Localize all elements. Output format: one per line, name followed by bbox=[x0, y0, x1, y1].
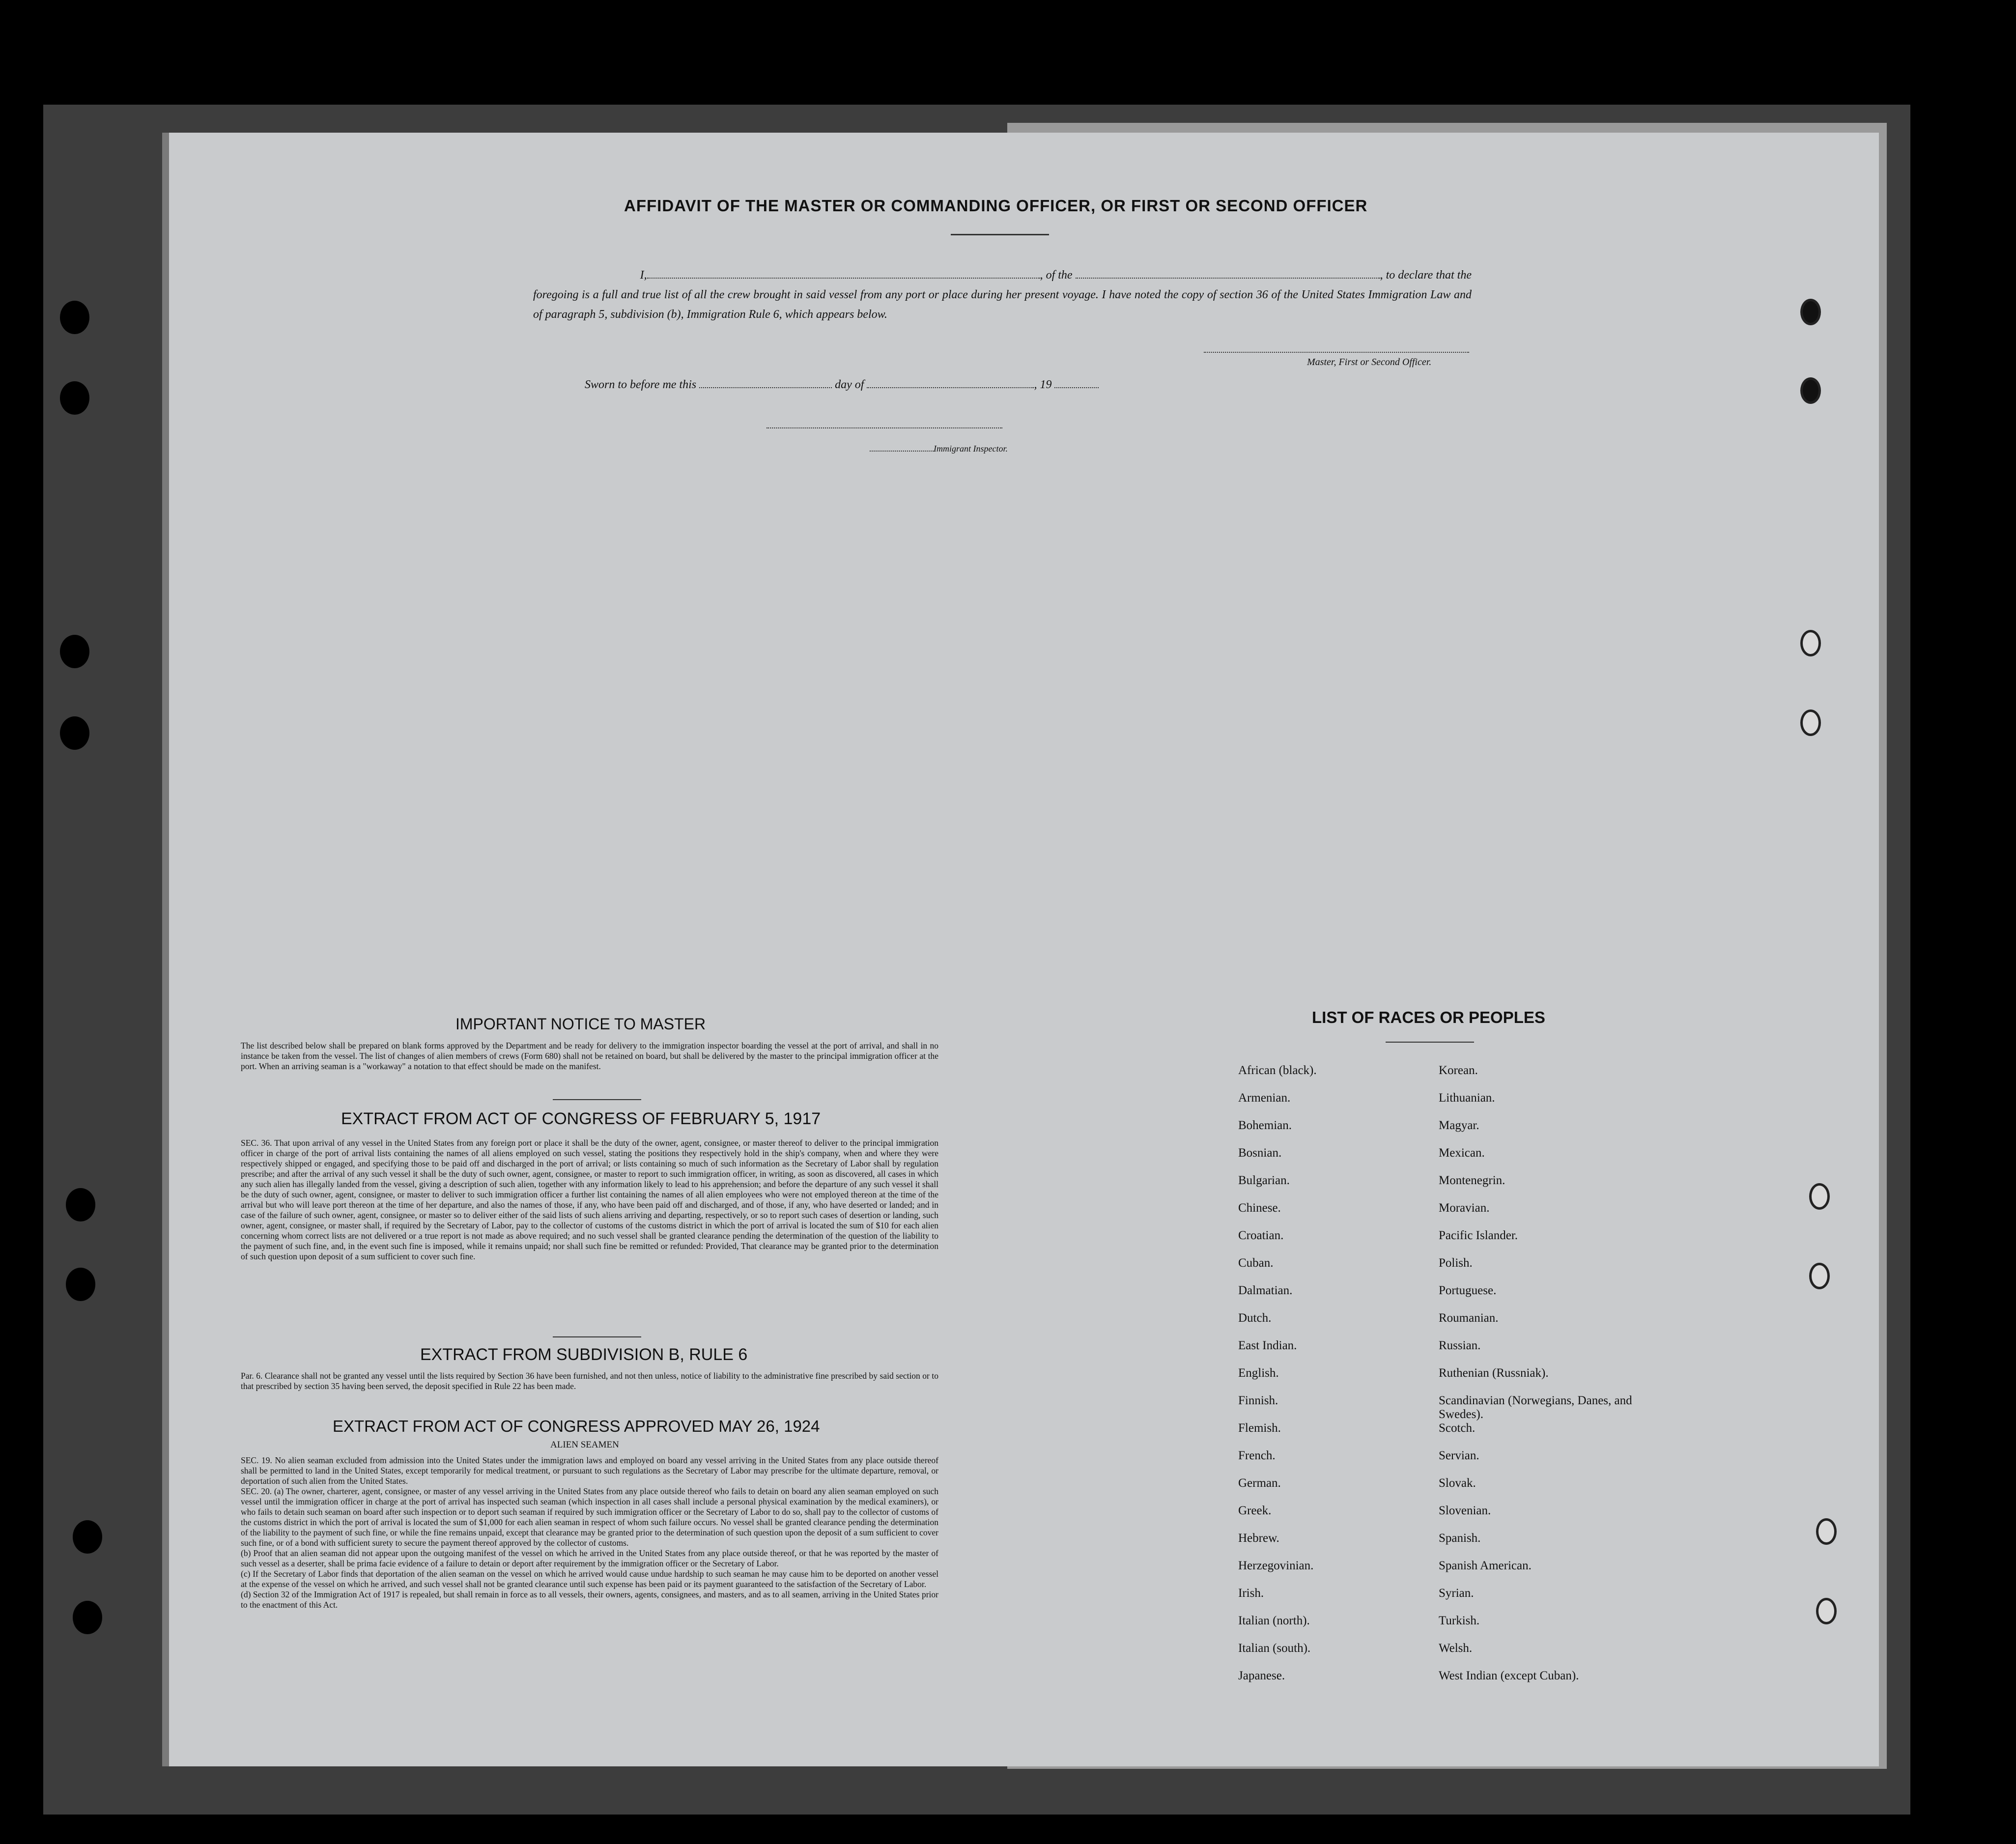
race-item: Flemish. bbox=[1238, 1421, 1281, 1435]
divider bbox=[553, 1336, 641, 1337]
divider bbox=[1386, 1042, 1474, 1043]
sec-20b-paragraph: (b) Proof that an alien seaman did not appear upon the outgoing manifest of the vessel on which he arrived in the United States from any place outside thereof, or that he was reported by the master of such vessel as a deserter, shall be prima facie evidence of a failure to detain or deport after requirement by the immigration officer or the Secretary of Labor. bbox=[241, 1548, 938, 1568]
punch-hole bbox=[60, 635, 89, 668]
name-field[interactable] bbox=[647, 278, 1040, 279]
race-item: Slovak. bbox=[1439, 1476, 1476, 1490]
affidavit-title: AFFIDAVIT OF THE MASTER OR COMMANDING OFFICER, OR FIRST OR SECOND OFFICER bbox=[624, 197, 1368, 215]
affidavit-declare: , to declare that the bbox=[1380, 269, 1472, 282]
sworn-month-field[interactable] bbox=[867, 387, 1034, 388]
rule-6-title: EXTRACT FROM SUBDIVISION B, RULE 6 bbox=[420, 1345, 748, 1364]
race-item: Japanese. bbox=[1238, 1669, 1285, 1682]
punch-hole bbox=[66, 1188, 95, 1221]
race-item: Hebrew. bbox=[1238, 1532, 1279, 1545]
punch-hole bbox=[66, 1268, 95, 1301]
race-item: Croatian. bbox=[1238, 1229, 1284, 1242]
affidavit-i: I, bbox=[640, 269, 647, 282]
race-item: German. bbox=[1238, 1476, 1281, 1490]
punch-hole bbox=[60, 716, 89, 750]
race-item: Greek. bbox=[1238, 1504, 1272, 1517]
race-item: Syrian. bbox=[1439, 1587, 1474, 1600]
race-item: East Indian. bbox=[1238, 1339, 1297, 1352]
race-item: West Indian (except Cuban). bbox=[1439, 1669, 1579, 1682]
sec-20c-paragraph: (c) If the Secretary of Labor finds that deportation of the alien seaman on the vessel on which he arrived would cause undue hardship to such seaman he may cause him to be deported on another vessel at the expense of the vessel on which he arrived, and such vessel shall not be granted clearance until such expense has been paid or its payment guaranteed to the satisfaction of the Secretary of Labor. bbox=[241, 1569, 938, 1589]
race-item: Ruthenian (Russniak). bbox=[1439, 1366, 1549, 1380]
race-item: Bohemian. bbox=[1238, 1119, 1292, 1132]
rule-6-body: Par. 6. Clearance shall not be granted any vessel until the lists required by Section 36 have been furnished, and not then unless, notice of liability to the administrative fine prescribed by said section or to that prescribed by section 35 having been served, the deposit specified in Rule 22 has been made. bbox=[241, 1371, 938, 1391]
race-item: Bulgarian. bbox=[1238, 1174, 1290, 1187]
race-item: Finnish. bbox=[1238, 1394, 1278, 1407]
races-title: LIST OF RACES OR PEOPLES bbox=[1312, 1008, 1545, 1026]
race-item: Italian (north). bbox=[1238, 1614, 1310, 1627]
affidavit-of-the: , of the bbox=[1040, 269, 1073, 282]
notice-body: The list described below shall be prepared on blank forms approved by the Department and be ready for delivery to the immigration inspector boarding the vessel at the port of arrival, and shall in no instance be taken from the vessel. The list of changes of alien members of crews (Form 680) shall not be retained on board, but shall be delivered by the master to the principal immigration officer at the port. When an arriving seaman is a "workaway" a notation to that effect should be made on the manifest. bbox=[241, 1041, 938, 1071]
divider bbox=[553, 1099, 641, 1100]
extract-1924-body bbox=[241, 1455, 938, 1610]
divider bbox=[951, 234, 1049, 235]
race-item: Moravian. bbox=[1439, 1201, 1490, 1215]
race-item: English. bbox=[1238, 1366, 1279, 1380]
master-signature-line[interactable] bbox=[1204, 352, 1469, 353]
notice-title: IMPORTANT NOTICE TO MASTER bbox=[455, 1015, 706, 1033]
race-item: Dutch. bbox=[1238, 1311, 1272, 1325]
race-item: Cuban. bbox=[1238, 1256, 1274, 1270]
sworn-text: Sworn to before me this bbox=[585, 378, 697, 391]
race-item: Italian (south). bbox=[1238, 1642, 1311, 1655]
punch-hole-ring bbox=[1809, 1183, 1830, 1210]
extract-1917-title: EXTRACT FROM ACT OF CONGRESS OF FEBRUARY 5, 1917 bbox=[341, 1109, 821, 1128]
inspector-signature-line[interactable] bbox=[767, 427, 1002, 428]
affidavit-text bbox=[533, 265, 1472, 324]
inspector-caption bbox=[870, 444, 1008, 454]
sworn-year-field[interactable] bbox=[1054, 387, 1099, 388]
race-item: Montenegrin. bbox=[1439, 1174, 1505, 1187]
sworn-day-field[interactable] bbox=[699, 387, 832, 388]
race-item: Pacific Islander. bbox=[1439, 1229, 1518, 1242]
race-item: Spanish American. bbox=[1439, 1559, 1532, 1572]
affidavit-line-1 bbox=[533, 265, 1472, 285]
punch-hole-ring bbox=[1800, 299, 1821, 325]
race-item: Scotch. bbox=[1439, 1421, 1476, 1435]
race-item: Slovenian. bbox=[1439, 1504, 1491, 1517]
sworn-line bbox=[585, 378, 1099, 392]
sworn-dayof-text: day of bbox=[835, 378, 864, 391]
master-caption: Master, First or Second Officer. bbox=[1307, 357, 1432, 368]
punch-hole-ring bbox=[1800, 377, 1821, 404]
inspector-caption-text: Immigrant Inspector. bbox=[934, 444, 1008, 454]
extract-1924-title: EXTRACT FROM ACT OF CONGRESS APPROVED MAY 26, 1924 bbox=[333, 1417, 820, 1435]
race-item: Mexican. bbox=[1439, 1146, 1485, 1160]
race-item: Chinese. bbox=[1238, 1201, 1281, 1215]
race-item: Roumanian. bbox=[1439, 1311, 1499, 1325]
vessel-field[interactable] bbox=[1076, 278, 1380, 279]
race-item: African (black). bbox=[1238, 1064, 1317, 1077]
race-item: Bosnian. bbox=[1238, 1146, 1282, 1160]
race-item: Korean. bbox=[1439, 1064, 1478, 1077]
race-item: Lithuanian. bbox=[1439, 1091, 1495, 1105]
sec-20d-paragraph: (d) Section 32 of the Immigration Act of 1917 is repealed, but shall remain in force as to all vessels, their owners, agents, consignees, and masters, and as to all seamen, arriving in the United States prior to the enactment of this Act. bbox=[241, 1589, 938, 1610]
punch-hole bbox=[73, 1601, 102, 1634]
race-item: Dalmatian. bbox=[1238, 1284, 1293, 1297]
race-item: Servian. bbox=[1439, 1449, 1479, 1462]
race-item: Magyar. bbox=[1439, 1119, 1479, 1132]
punch-hole-ring bbox=[1800, 709, 1821, 736]
punch-hole-ring bbox=[1809, 1263, 1830, 1289]
race-item: Turkish. bbox=[1439, 1614, 1480, 1627]
affidavit-body: foregoing is a full and true list of all the crew brought in said vessel from any port or place during her present voyage. I have noted the copy of section 36 of the United States Immigration Law and of paragraph 5, subdivision (b), Immigration Rule 6, which appears below. bbox=[533, 288, 1472, 321]
punch-hole-ring bbox=[1800, 630, 1821, 656]
race-item: Irish. bbox=[1238, 1587, 1264, 1600]
race-item: Spanish. bbox=[1439, 1532, 1481, 1545]
race-item: French. bbox=[1238, 1449, 1276, 1462]
sworn-year-text: , 19 bbox=[1034, 378, 1052, 391]
alien-seamen-subtitle: ALIEN SEAMEN bbox=[550, 1440, 619, 1450]
punch-hole bbox=[60, 301, 89, 334]
extract-1917-body: SEC. 36. That upon arrival of any vessel in the United States from any foreign port or place it shall be the duty of the owner, agent, consignee, or master thereof to deliver to the principal immigration officer in charge of the port of arrival lists containing the names of all aliens employed on such vessel, stating the positions they respectively hold in the ship's company, when and where they were respectively shipped or engaged, and specifying those to be paid off and discharged in the port of arrival; or lists containing so much of such information as the Secretary of Labor shall by regulation prescribe; and after the arrival of any such vessel it shall be the duty of such owner, agent, consignee, or master to report to such immigration officer, in writing, as soon as discovered, all cases in which any such alien has illegally landed from the vessel, giving a description of such alien, together with any information likely to lead to his apprehension; and before the departure of any such vessel it shall be the duty of such owner, agent, consignee, or master to deliver to such immigration officer a further list containing the names of all alien employees who were not employed thereon at the time of the arrival but who will leave port thereon at the time of her departure, and also the names of those, if any, who have been paid off and discharged, and of those, if any, who have deserted or landed; and in case of the failure of such owner, agent, consignee, or master so to deliver either of the said lists of such aliens arriving and departing, respectively, or so to report such cases of desertion or landing, such owner, agent, consignee, or master shall, if required by the Secretary of Labor, pay to the collector of customs of the customs district in which the port of arrival is located the sum of $10 for each alien concerning whom correct lists are not delivered or a true report is not made as above required; and no such vessel shall be granted clearance pending the determination of the question of the liability to the payment of such fine, and, in the event such fine is imposed, while it remains unpaid; nor shall such fine be remitted or refunded: Provided, That clearance may be granted prior to the determination of such question upon deposit of a sum sufficient to cover such fine. bbox=[241, 1138, 938, 1261]
race-item: Scandinavian (Norwegians, Danes, and Swedes). bbox=[1439, 1394, 1632, 1421]
race-item: Portuguese. bbox=[1439, 1284, 1497, 1297]
inspector-dots bbox=[870, 451, 934, 452]
punch-hole-ring bbox=[1816, 1518, 1837, 1545]
sec-20a-paragraph: SEC. 20. (a) The owner, charterer, agent, consignee, or master of any vessel arriving in the United States from any place outside thereof who fails to detain on board any alien seaman employed on such vessel until the immigration officer in charge at the port of arrival has inspected such seaman (which inspection in all cases shall include a personal physical examination by the medical examiners), or who fails to detain such seaman on board after such inspection or to deport such seaman if required by such immigration officer or the Secretary of Labor to do so, shall pay to the collector of customs of the customs district in which the port of arrival is located the sum of $1,000 for each alien seaman in respect of whom such failure occurs. No vessel shall be granted clearance pending the determination of the liability to the payment of such fine, or while the fine remains unpaid, except that clearance may be granted prior to the determination of such question upon the deposit of a sum sufficient to cover such fine, or of a bond with sufficient surety to secure the payment thereof approved by the collector of customs. bbox=[241, 1486, 938, 1548]
sec-19-paragraph: SEC. 19. No alien seaman excluded from admission into the United States under the immigration laws and employed on board any vessel arriving in the United States from any place outside thereof shall be permitted to land in the United States, except temporarily for medical treatment, or pursuant to such regulations as the Secretary of Labor may prescribe for the ultimate departure, removal, or deportation of such alien from the United States. bbox=[241, 1455, 938, 1486]
race-item: Polish. bbox=[1439, 1256, 1473, 1270]
race-item: Russian. bbox=[1439, 1339, 1481, 1352]
race-item: Welsh. bbox=[1439, 1642, 1473, 1655]
race-item: Herzegovinian. bbox=[1238, 1559, 1314, 1572]
punch-hole bbox=[73, 1520, 102, 1554]
race-item: Armenian. bbox=[1238, 1091, 1291, 1105]
punch-hole-ring bbox=[1816, 1598, 1837, 1624]
punch-hole bbox=[60, 381, 89, 415]
races-left-column bbox=[1238, 1064, 1425, 1697]
races-right-column bbox=[1439, 1064, 1645, 1697]
